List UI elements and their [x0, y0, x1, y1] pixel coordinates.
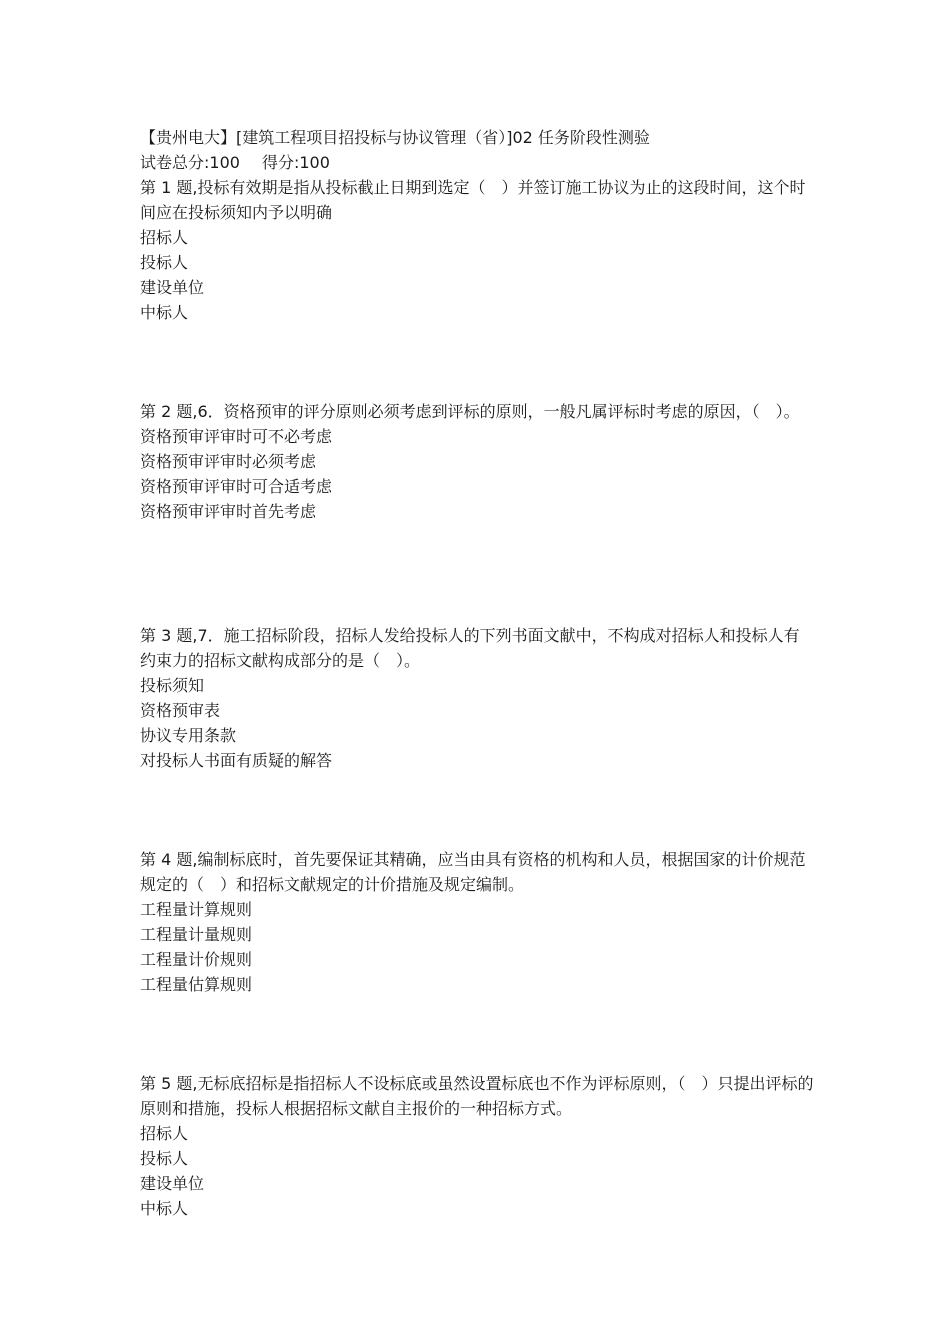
question-5: [140, 1071, 815, 1221]
option-a[interactable]: 投标须知: [140, 676, 205, 695]
option-d[interactable]: 中标人: [140, 1199, 189, 1218]
option-b[interactable]: 投标人: [140, 1149, 189, 1168]
question-3: [140, 623, 815, 773]
option-d[interactable]: 工程量估算规则: [140, 975, 253, 994]
question-stem: 第 5 题,无标底招标是指招标人不设标底或虽然设置标底也不作为评标原则，（ ）只提出评标的原则和措施，投标人根据招标文献自主报价的一种招标方式。: [140, 1074, 814, 1118]
option-c[interactable]: 工程量计价规则: [140, 950, 253, 969]
option-a[interactable]: 工程量计算规则: [140, 900, 253, 919]
option-d[interactable]: 资格预审评审时首先考虑: [140, 502, 317, 521]
score-summary: [140, 150, 815, 175]
question-2: [140, 399, 815, 524]
option-b[interactable]: 投标人: [140, 253, 189, 272]
option-c[interactable]: 建设单位: [140, 1174, 205, 1193]
option-b[interactable]: 资格预审表: [140, 701, 221, 720]
question-stem: 第 1 题,投标有效期是指从投标截止日期到选定（ ）并签订施工协议为止的这段时间，这个时间应在投标须知内予以明确: [140, 178, 806, 222]
option-c[interactable]: 资格预审评审时可合适考虑: [140, 477, 333, 496]
total-score: 试卷总分:100: [140, 153, 240, 172]
obtained-score: 得分:100: [261, 153, 330, 172]
question-1: [140, 175, 815, 325]
question-stem: 第 3 题,7．施工招标阶段，招标人发给投标人的下列书面文献中，不构成对招标人和投标人有约束力的招标文献构成部分的是（ ）。: [140, 626, 800, 670]
exam-document: [140, 125, 815, 1218]
option-c[interactable]: 建设单位: [140, 278, 205, 297]
option-d[interactable]: 中标人: [140, 303, 189, 322]
exam-title: 【贵州电大】[建筑工程项目招投标与协议管理（省）]02 任务阶段性测验: [140, 128, 650, 147]
option-a[interactable]: 招标人: [140, 228, 189, 247]
option-a[interactable]: 招标人: [140, 1124, 189, 1143]
option-b[interactable]: 资格预审评审时必须考虑: [140, 452, 317, 471]
question-4: [140, 847, 815, 997]
question-stem: 第 4 题,编制标底时，首先要保证其精确，应当由具有资格的机构和人员，根据国家的计价规范规定的（ ）和招标文献规定的计价措施及规定编制。: [140, 850, 806, 894]
question-stem: 第 2 题,6．资格预审的评分原则必须考虑到评标的原则，一般凡属评标时考虑的原因，（ ）。: [140, 402, 800, 421]
option-c[interactable]: 协议专用条款: [140, 726, 237, 745]
option-b[interactable]: 工程量计量规则: [140, 925, 253, 944]
option-d[interactable]: 对投标人书面有质疑的解答: [140, 751, 333, 770]
option-a[interactable]: 资格预审评审时可不必考虑: [140, 427, 333, 446]
